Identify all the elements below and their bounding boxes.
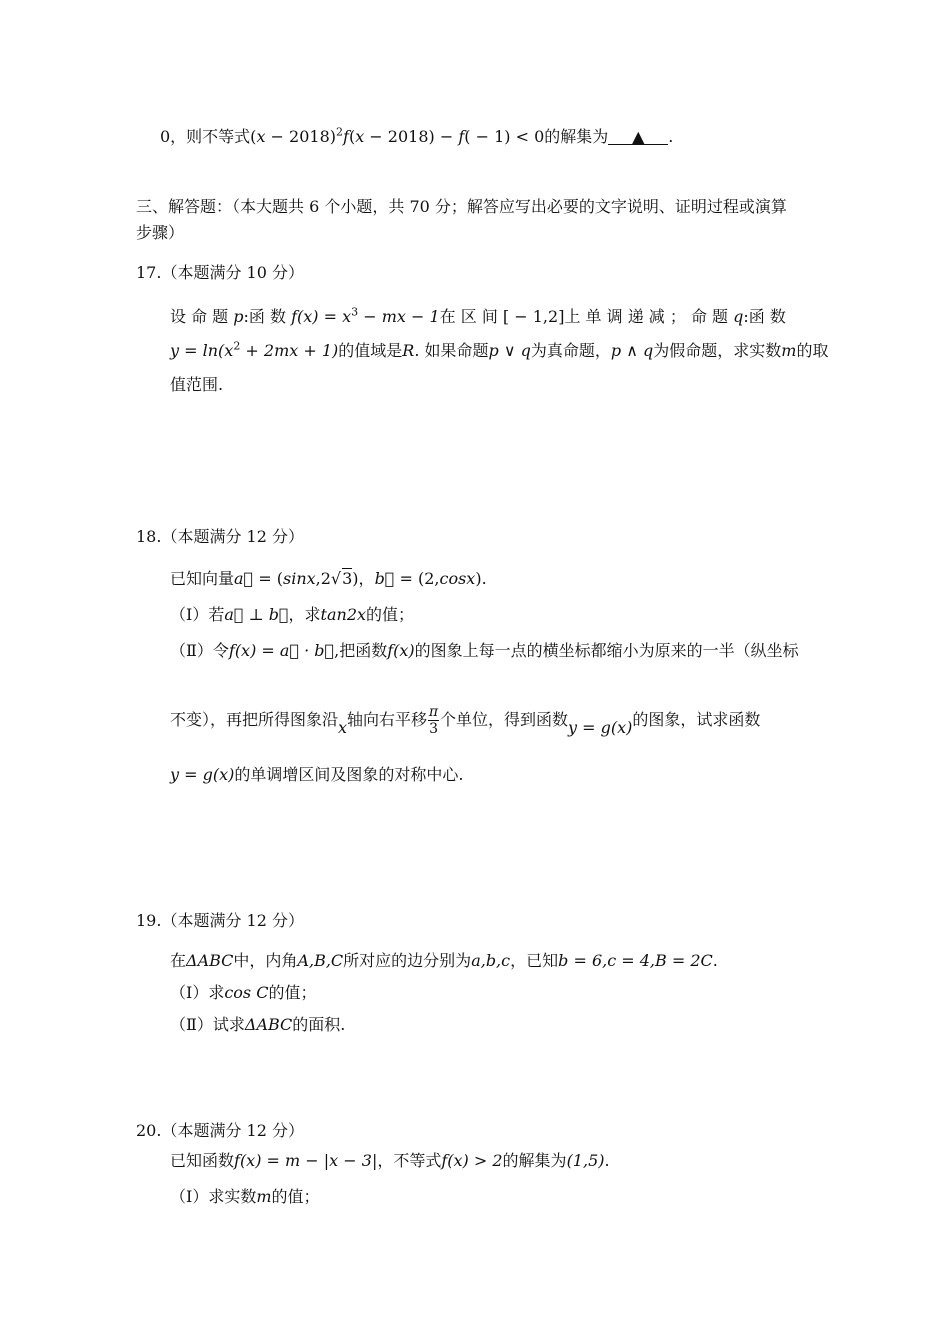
vector-a: a⃗ (234, 569, 254, 588)
text: ，已知 (510, 951, 559, 970)
text: 已知向量 (170, 569, 235, 588)
text: ( (348, 127, 356, 146)
top-inequality-line (160, 126, 673, 148)
text: ，求 (288, 605, 321, 624)
q18-line1 (170, 568, 487, 590)
text: 的值域是 (338, 341, 403, 360)
text: 为真命题， (530, 341, 611, 360)
math: p ∨ q (488, 341, 531, 360)
text: 的值； (268, 983, 317, 1002)
text: 的解集为 (502, 1151, 567, 1170)
text: 的取 (796, 341, 829, 360)
math: (1,5) (566, 1151, 605, 1170)
q20-line1 (170, 1150, 610, 1172)
text: 轴向右平移 (347, 710, 428, 729)
text: 的图象，试求函数 (632, 710, 761, 729)
numerator: π (428, 704, 439, 720)
math-x: x (338, 718, 348, 737)
text: 所对应的边分别为 (343, 951, 472, 970)
q20-header: 20.（本题满分 12 分） (136, 1121, 304, 1140)
math-f: f (343, 127, 349, 146)
sqrt-sign-icon: √ (330, 569, 342, 588)
q19-line1 (170, 950, 718, 972)
text: . (712, 951, 718, 970)
math: + 2mx + 1) (240, 341, 339, 360)
math: − mx − 1 (358, 307, 440, 326)
math: f(x) = m − |x − 3| (234, 1151, 378, 1170)
math: y = g(x) (170, 765, 235, 784)
text: 中，内角 (233, 951, 298, 970)
triangle-mark-icon: ▲ (632, 127, 645, 146)
q17-line3: 值范围. (170, 375, 224, 394)
vector-b: b⃗ (374, 569, 395, 588)
text: （Ⅰ）求实数 (170, 1187, 257, 1206)
math: cos C (224, 983, 269, 1002)
q18-header: 18.（本题满分 12 分） (136, 527, 304, 546)
denominator: 3 (429, 721, 438, 737)
math-cosx: cosx (439, 569, 476, 588)
q19-part1 (170, 982, 316, 1004)
q19-part2 (170, 1014, 345, 1036)
math: ΔABC (244, 1015, 293, 1034)
math: a⃗ ⊥ b⃗ (224, 605, 289, 624)
text: （Ⅰ）求 (170, 983, 225, 1002)
section-heading-line2: 步骤） (136, 223, 185, 242)
math: y = g(x) (568, 718, 633, 737)
math-fx: f(x) = x (291, 307, 352, 326)
text: 为假命题，求实数 (653, 341, 782, 360)
exponent: 2 (336, 125, 344, 139)
text: 的面积. (292, 1015, 346, 1034)
text: 在 区 间 [ − 1,2]上 单 调 递 减 ； 命 题 (439, 307, 729, 326)
q18-part2-cont (170, 700, 760, 748)
math: f(x) > 2 (441, 1151, 503, 1170)
math-m: m (781, 341, 797, 360)
math: tan2x (320, 605, 367, 624)
text: ， (358, 569, 375, 588)
math: y = ln(x (170, 341, 234, 360)
q17-line1 (170, 306, 786, 328)
text: :函 数 (243, 307, 287, 326)
text: ). (475, 569, 487, 588)
math-sinx: sinx (282, 569, 316, 588)
text: . (668, 127, 674, 146)
math: f(x) (387, 641, 415, 660)
text: 的单调增区间及图象的对称中心. (234, 765, 464, 784)
text: = ( (253, 569, 283, 588)
q18-part2 (170, 640, 799, 662)
math-x: x (256, 127, 266, 146)
math: f(x) = a⃗ · b⃗ (228, 641, 335, 660)
text: （Ⅱ）试求 (170, 1015, 245, 1034)
math-f: f (458, 127, 465, 146)
section-heading-line1: 三、解答题：（本大题共 6 个小题，共 70 分；解答应写出必要的文字说明、证明过程或演算 (136, 197, 787, 216)
text: 的图象上每一点的横坐标都缩小为原来的一半（纵坐标 (414, 641, 799, 660)
math: a,b,c (471, 951, 511, 970)
math-p: p (233, 307, 244, 326)
text: ) (352, 569, 359, 588)
q17-line2 (170, 340, 828, 362)
text: 的值； (271, 1187, 320, 1206)
q18-part1 (170, 604, 414, 626)
text: . (604, 1151, 610, 1170)
text: :函 数 (743, 307, 786, 326)
text: ,把函数 (334, 641, 388, 660)
q17-header: 17.（本题满分 10 分） (136, 263, 304, 282)
math-q: q (733, 307, 744, 326)
radicand: 3 (342, 569, 353, 588)
text: ，不等式 (377, 1151, 442, 1170)
answer-blank (608, 126, 668, 145)
text: . 如果命题 (414, 341, 489, 360)
text: 个单位，得到函数 (439, 710, 568, 729)
text: （Ⅰ）若 (170, 605, 225, 624)
text: ,2 (315, 569, 331, 588)
text: − 2018) − (364, 127, 459, 146)
text: 的值； (366, 605, 415, 624)
math: ΔABC (186, 951, 234, 970)
math: p ∧ q (610, 341, 654, 360)
math: A,B,C (297, 951, 344, 970)
math: b = 6,c = 4,B = 2C (558, 951, 713, 970)
q20-part1 (170, 1186, 320, 1208)
text: 设 命 题 (170, 307, 229, 326)
math-m: m (256, 1187, 272, 1206)
text: 在 (170, 951, 187, 970)
text: 不变），再把所得图象沿 (170, 710, 339, 729)
math-R: R (402, 341, 415, 360)
text: 0，则不等式( (160, 127, 257, 146)
text: ( − 1) < 0的解集为 (464, 127, 609, 146)
q18-part2-end (170, 764, 463, 786)
exponent: 2 (233, 339, 241, 353)
math-x: x (355, 127, 365, 146)
text: （Ⅱ）令 (170, 641, 229, 660)
fraction-pi-over-3 (428, 704, 439, 737)
text: 已知函数 (170, 1151, 235, 1170)
exponent: 3 (351, 305, 359, 319)
q19-header: 19.（本题满分 12 分） (136, 911, 304, 930)
text: − 2018) (265, 127, 337, 146)
text: = (2, (394, 569, 440, 588)
